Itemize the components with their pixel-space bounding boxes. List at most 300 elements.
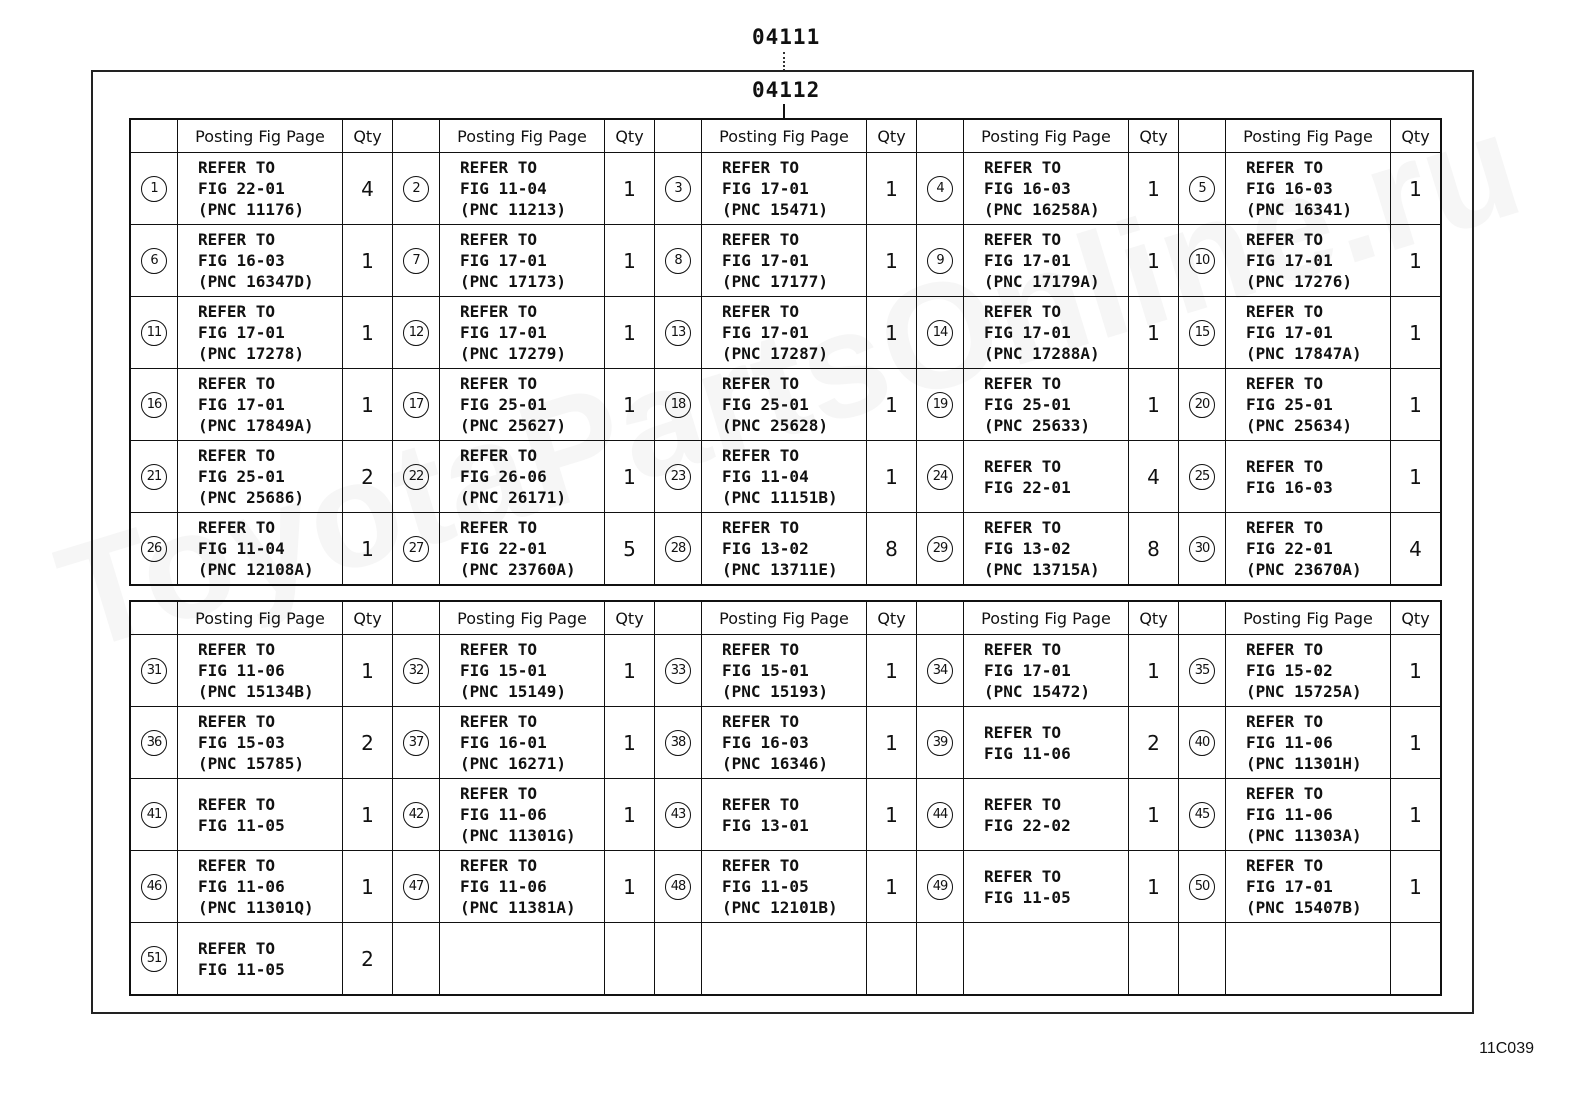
reference-text (964, 866, 1128, 908)
item-number-cell (655, 225, 702, 297)
item-number-badge: 21 (141, 464, 167, 490)
reference-line: (PNC 17287) (722, 344, 828, 363)
reference-line: REFER TO (984, 158, 1062, 177)
reference-cell (964, 369, 1129, 441)
reference-cell (964, 707, 1129, 779)
reference-text (702, 373, 866, 436)
reference-line: FIG 22-01 (1246, 539, 1333, 558)
reference-line: (PNC 15785) (198, 754, 304, 773)
reference-line: REFER TO (1246, 856, 1324, 875)
item-number-cell (1179, 923, 1226, 996)
header-num-cell (130, 601, 178, 635)
reference-line: REFER TO (198, 302, 276, 321)
leader-line-inner (783, 104, 785, 118)
reference-line: REFER TO (460, 446, 538, 465)
qty-cell (1391, 923, 1442, 996)
reference-line: FIG 11-05 (198, 815, 285, 835)
reference-line: REFER TO (722, 446, 800, 465)
reference-cell (178, 153, 343, 225)
qty-cell: 1 (343, 851, 393, 923)
reference-text (1226, 639, 1390, 702)
reference-line: FIG 15-03 (198, 733, 285, 752)
reference-line: (PNC 12108A) (198, 560, 314, 579)
header-row (130, 601, 1441, 635)
reference-line: (PNC 11303A) (1246, 826, 1362, 845)
qty-cell: 1 (1391, 707, 1442, 779)
reference-line: (PNC 25634) (1246, 416, 1352, 435)
item-number-badge: 16 (141, 392, 167, 418)
item-number-cell (393, 851, 440, 923)
item-number-badge: 25 (1189, 464, 1215, 490)
reference-line: FIG 17-01 (984, 251, 1071, 270)
item-number-badge: 22 (403, 464, 429, 490)
item-number-cell (1179, 153, 1226, 225)
reference-cell (178, 297, 343, 369)
item-number-cell (130, 297, 178, 369)
reference-text (964, 157, 1128, 220)
qty-cell: 4 (1129, 441, 1179, 513)
qty-cell: 1 (867, 441, 917, 513)
header-num-cell (917, 601, 964, 635)
reference-line: FIG 17-01 (984, 323, 1071, 342)
item-number-badge: 36 (141, 730, 167, 756)
reference-text (178, 157, 342, 220)
qty-cell: 1 (1391, 297, 1442, 369)
item-number-cell (393, 225, 440, 297)
reference-text (1226, 855, 1390, 918)
header-posting-fig-page: Posting Fig Page (702, 601, 867, 635)
item-number-cell (917, 513, 964, 586)
item-number-cell (1179, 513, 1226, 586)
reference-line: FIG 15-01 (460, 661, 547, 680)
qty-cell: 1 (1129, 851, 1179, 923)
qty-cell: 1 (605, 635, 655, 707)
reference-line: (PNC 13711E) (722, 560, 838, 579)
item-number-cell (393, 153, 440, 225)
item-number-cell (1179, 779, 1226, 851)
reference-cell (178, 441, 343, 513)
reference-line: FIG 17-01 (722, 179, 809, 198)
reference-line: FIG 11-06 (1246, 733, 1333, 752)
reference-text (1226, 783, 1390, 846)
reference-cell (702, 297, 867, 369)
reference-line: (PNC 26171) (460, 488, 566, 507)
reference-line: REFER TO (1246, 230, 1324, 249)
reference-line: REFER TO (722, 158, 800, 177)
header-qty: Qty (1129, 601, 1179, 635)
item-number-cell (917, 707, 964, 779)
qty-cell: 1 (867, 369, 917, 441)
header-qty: Qty (605, 601, 655, 635)
reference-line: FIG 13-01 (722, 815, 809, 835)
table-row (130, 513, 1441, 586)
qty-cell: 1 (605, 225, 655, 297)
reference-line: REFER TO (460, 784, 538, 803)
item-number-cell (1179, 297, 1226, 369)
header-qty: Qty (867, 119, 917, 153)
reference-line: (PNC 15407B) (1246, 898, 1362, 917)
item-number-badge: 29 (927, 536, 953, 562)
item-number-badge: 42 (403, 802, 429, 828)
item-number-cell (655, 923, 702, 996)
reference-line: REFER TO (984, 794, 1062, 814)
reference-line: FIG 17-01 (460, 251, 547, 270)
qty-cell: 1 (1129, 369, 1179, 441)
item-number-badge: 48 (665, 874, 691, 900)
qty-cell: 1 (1391, 779, 1442, 851)
reference-cell (964, 297, 1129, 369)
item-number-badge: 39 (927, 730, 953, 756)
qty-cell: 1 (1391, 153, 1442, 225)
reference-line: (PNC 23670A) (1246, 560, 1362, 579)
qty-cell: 1 (867, 225, 917, 297)
reference-line: FIG 11-06 (1246, 805, 1333, 824)
reference-cell (1226, 923, 1391, 996)
reference-text (964, 794, 1128, 836)
reference-line: REFER TO (722, 518, 800, 537)
reference-line: FIG 11-04 (198, 539, 285, 558)
reference-line: FIG 17-01 (722, 323, 809, 342)
qty-cell: 1 (1129, 225, 1179, 297)
reference-cell (1226, 851, 1391, 923)
reference-text (964, 373, 1128, 436)
qty-cell: 1 (867, 851, 917, 923)
item-number-cell (393, 369, 440, 441)
reference-line: REFER TO (460, 640, 538, 659)
reference-cell (702, 369, 867, 441)
item-number-badge: 17 (403, 392, 429, 418)
item-number-badge: 19 (927, 392, 953, 418)
reference-line: FIG 13-02 (722, 539, 809, 558)
reference-cell (964, 153, 1129, 225)
item-number-badge: 23 (665, 464, 691, 490)
item-number-badge: 51 (141, 946, 167, 972)
header-posting-fig-page: Posting Fig Page (1226, 119, 1391, 153)
reference-line: FIG 11-05 (198, 959, 285, 979)
item-number-cell (130, 779, 178, 851)
item-number-cell (1179, 225, 1226, 297)
item-number-badge: 40 (1189, 730, 1215, 756)
reference-cell (964, 225, 1129, 297)
item-number-badge: 33 (665, 658, 691, 684)
qty-cell: 1 (343, 225, 393, 297)
item-number-cell (917, 441, 964, 513)
reference-cell (178, 851, 343, 923)
reference-text (702, 229, 866, 292)
reference-line: FIG 16-03 (1246, 477, 1333, 497)
reference-line: REFER TO (984, 374, 1062, 393)
reference-text (1226, 301, 1390, 364)
header-posting-fig-page: Posting Fig Page (964, 119, 1129, 153)
reference-line: REFER TO (460, 302, 538, 321)
reference-line: REFER TO (722, 856, 800, 875)
reference-cell (1226, 153, 1391, 225)
header-qty: Qty (1129, 119, 1179, 153)
reference-line: FIG 17-01 (984, 661, 1071, 680)
parts-reference-table-1 (129, 118, 1442, 586)
qty-cell: 1 (1391, 851, 1442, 923)
qty-cell: 1 (605, 779, 655, 851)
reference-cell (178, 369, 343, 441)
reference-cell (1226, 441, 1391, 513)
reference-cell (702, 923, 867, 996)
reference-line: REFER TO (984, 722, 1062, 742)
item-number-cell (655, 851, 702, 923)
reference-line: REFER TO (984, 866, 1062, 886)
reference-text (1226, 711, 1390, 774)
item-number-cell (1179, 369, 1226, 441)
reference-cell (440, 153, 605, 225)
reference-cell (702, 779, 867, 851)
reference-text (178, 445, 342, 508)
reference-cell (964, 513, 1129, 586)
item-number-badge: 47 (403, 874, 429, 900)
item-number-cell (130, 923, 178, 996)
reference-line: REFER TO (198, 374, 276, 393)
assembly-code-04111: 04111 (752, 25, 821, 49)
reference-line: FIG 22-02 (984, 815, 1071, 835)
table-row (130, 635, 1441, 707)
reference-line: REFER TO (1246, 302, 1324, 321)
item-number-cell (917, 635, 964, 707)
reference-line: (PNC 17173) (460, 272, 566, 291)
reference-cell (964, 441, 1129, 513)
reference-line: REFER TO (460, 518, 538, 537)
reference-line: (PNC 11151B) (722, 488, 838, 507)
reference-text (178, 938, 342, 980)
reference-line: (PNC 16341) (1246, 200, 1352, 219)
reference-text (1226, 157, 1390, 220)
reference-cell (440, 513, 605, 586)
reference-line: REFER TO (198, 158, 276, 177)
reference-cell (702, 513, 867, 586)
reference-cell (702, 851, 867, 923)
item-number-badge: 11 (141, 320, 167, 346)
reference-line: REFER TO (722, 230, 800, 249)
reference-line: FIG 16-03 (198, 251, 285, 270)
reference-line: (PNC 15725A) (1246, 682, 1362, 701)
reference-text (440, 373, 604, 436)
item-number-badge: 43 (665, 802, 691, 828)
reference-line: REFER TO (984, 230, 1062, 249)
reference-line: REFER TO (1246, 784, 1324, 803)
reference-line: (PNC 25628) (722, 416, 828, 435)
reference-cell (1226, 779, 1391, 851)
header-posting-fig-page: Posting Fig Page (178, 601, 343, 635)
item-number-cell (655, 779, 702, 851)
reference-line: FIG 11-06 (198, 877, 285, 896)
qty-cell: 1 (605, 153, 655, 225)
reference-line: (PNC 16258A) (984, 200, 1100, 219)
header-posting-fig-page: Posting Fig Page (702, 119, 867, 153)
qty-cell: 1 (1391, 225, 1442, 297)
reference-text (178, 517, 342, 580)
reference-text (964, 229, 1128, 292)
header-qty: Qty (343, 119, 393, 153)
reference-text (702, 301, 866, 364)
reference-cell (964, 779, 1129, 851)
qty-cell: 8 (1129, 513, 1179, 586)
reference-line: FIG 22-01 (460, 539, 547, 558)
qty-cell: 8 (867, 513, 917, 586)
reference-line: REFER TO (984, 456, 1062, 476)
item-number-badge: 18 (665, 392, 691, 418)
qty-cell: 4 (1391, 513, 1442, 586)
reference-line: FIG 17-01 (198, 395, 285, 414)
reference-text (702, 794, 866, 836)
reference-cell (178, 635, 343, 707)
qty-cell (1129, 923, 1179, 996)
reference-cell (440, 779, 605, 851)
item-number-cell (130, 513, 178, 586)
reference-text (440, 639, 604, 702)
item-number-badge: 32 (403, 658, 429, 684)
item-number-badge: 34 (927, 658, 953, 684)
item-number-badge: 50 (1189, 874, 1215, 900)
reference-line: FIG 11-04 (722, 467, 809, 486)
qty-cell: 1 (867, 707, 917, 779)
reference-line: (PNC 17279) (460, 344, 566, 363)
item-number-badge: 49 (927, 874, 953, 900)
header-qty: Qty (605, 119, 655, 153)
qty-cell (605, 923, 655, 996)
item-number-badge: 45 (1189, 802, 1215, 828)
item-number-cell (917, 225, 964, 297)
reference-cell (964, 635, 1129, 707)
reference-line: (PNC 25686) (198, 488, 304, 507)
item-number-cell (1179, 441, 1226, 513)
reference-line: FIG 17-01 (460, 323, 547, 342)
qty-cell: 1 (1129, 779, 1179, 851)
reference-line: FIG 17-01 (1246, 251, 1333, 270)
reference-line: REFER TO (1246, 518, 1324, 537)
item-number-badge: 44 (927, 802, 953, 828)
item-number-badge: 13 (665, 320, 691, 346)
qty-cell (867, 923, 917, 996)
qty-cell: 1 (605, 707, 655, 779)
item-number-badge: 9 (927, 248, 953, 274)
reference-text (440, 783, 604, 846)
reference-line: REFER TO (1246, 712, 1324, 731)
item-number-cell (393, 923, 440, 996)
reference-line: FIG 11-05 (984, 887, 1071, 907)
reference-line: REFER TO (1246, 456, 1324, 476)
reference-cell (1226, 297, 1391, 369)
reference-line: FIG 13-02 (984, 539, 1071, 558)
reference-line: (PNC 17278) (198, 344, 304, 363)
qty-cell: 1 (343, 297, 393, 369)
reference-line: REFER TO (722, 794, 800, 814)
reference-cell (1226, 707, 1391, 779)
reference-text (702, 445, 866, 508)
item-number-badge: 1 (141, 176, 167, 202)
qty-cell: 4 (343, 153, 393, 225)
item-number-cell (130, 851, 178, 923)
reference-cell (178, 225, 343, 297)
item-number-badge: 31 (141, 658, 167, 684)
table-row (130, 225, 1441, 297)
reference-text (1226, 229, 1390, 292)
reference-cell (1226, 635, 1391, 707)
table-row (130, 369, 1441, 441)
item-number-cell (655, 513, 702, 586)
reference-cell (440, 369, 605, 441)
reference-line: FIG 25-01 (1246, 395, 1333, 414)
header-posting-fig-page: Posting Fig Page (1226, 601, 1391, 635)
reference-line: REFER TO (722, 712, 800, 731)
item-number-badge: 24 (927, 464, 953, 490)
reference-line: FIG 22-01 (984, 477, 1071, 497)
table-row (130, 153, 1441, 225)
header-qty: Qty (343, 601, 393, 635)
item-number-cell (393, 635, 440, 707)
reference-cell (702, 225, 867, 297)
item-number-badge: 27 (403, 536, 429, 562)
qty-cell: 1 (1129, 153, 1179, 225)
parts-reference-table-2 (129, 600, 1442, 996)
reference-text (964, 301, 1128, 364)
reference-line: (PNC 15149) (460, 682, 566, 701)
table-row (130, 779, 1441, 851)
item-number-cell (393, 779, 440, 851)
reference-line: REFER TO (460, 374, 538, 393)
header-num-cell (917, 119, 964, 153)
reference-line: (PNC 17179A) (984, 272, 1100, 291)
table-row (130, 851, 1441, 923)
reference-line: FIG 15-02 (1246, 661, 1333, 680)
reference-cell (964, 851, 1129, 923)
reference-line: FIG 25-01 (198, 467, 285, 486)
item-number-badge: 46 (141, 874, 167, 900)
reference-cell (440, 441, 605, 513)
qty-cell: 1 (343, 369, 393, 441)
reference-text (702, 517, 866, 580)
reference-line: (PNC 16347D) (198, 272, 314, 291)
reference-line: (PNC 11301G) (460, 826, 576, 845)
reference-line: FIG 16-03 (1246, 179, 1333, 198)
item-number-badge: 41 (141, 802, 167, 828)
reference-line: REFER TO (198, 712, 276, 731)
header-posting-fig-page: Posting Fig Page (440, 601, 605, 635)
item-number-cell (655, 369, 702, 441)
item-number-badge: 10 (1189, 248, 1215, 274)
qty-cell: 1 (605, 369, 655, 441)
reference-line: (PNC 17276) (1246, 272, 1352, 291)
header-num-cell (1179, 601, 1226, 635)
reference-line: (PNC 11213) (460, 200, 566, 219)
qty-cell: 1 (605, 297, 655, 369)
reference-line: REFER TO (984, 518, 1062, 537)
reference-line: (PNC 11301Q) (198, 898, 314, 917)
reference-line: REFER TO (460, 230, 538, 249)
item-number-badge: 15 (1189, 320, 1215, 346)
reference-line: (PNC 11381A) (460, 898, 576, 917)
reference-line: (PNC 16271) (460, 754, 566, 773)
qty-cell: 1 (867, 153, 917, 225)
reference-line: (PNC 15471) (722, 200, 828, 219)
reference-text (178, 711, 342, 774)
item-number-badge: 28 (665, 536, 691, 562)
reference-cell (702, 153, 867, 225)
reference-line: (PNC 17849A) (198, 416, 314, 435)
reference-text (1226, 517, 1390, 580)
reference-line: FIG 16-01 (460, 733, 547, 752)
item-number-badge: 35 (1189, 658, 1215, 684)
reference-line: REFER TO (1246, 640, 1324, 659)
item-number-badge: 2 (403, 176, 429, 202)
header-qty: Qty (867, 601, 917, 635)
header-num-cell (393, 601, 440, 635)
